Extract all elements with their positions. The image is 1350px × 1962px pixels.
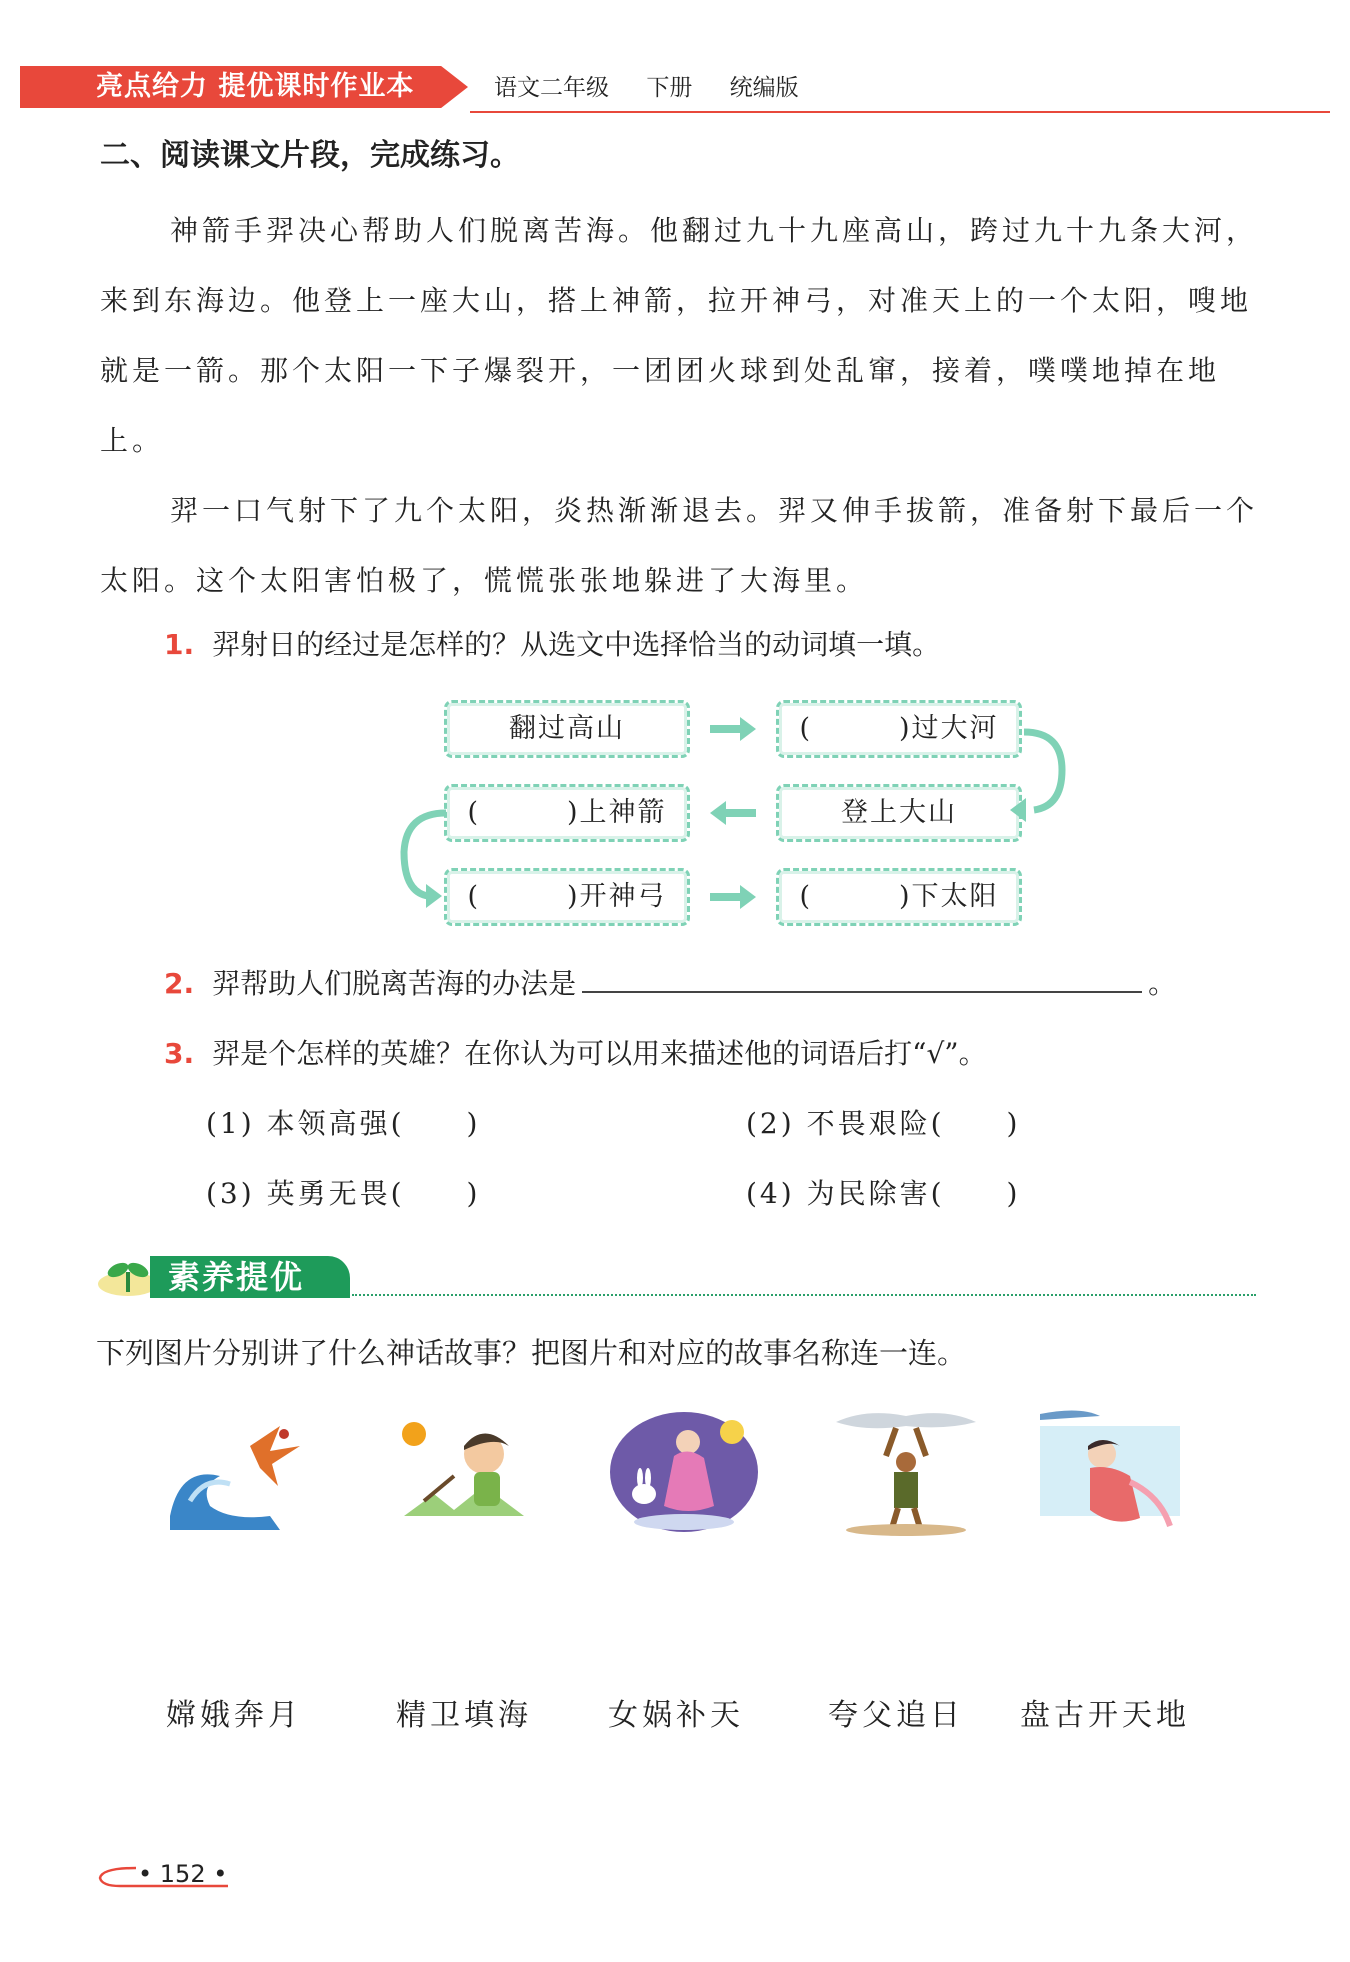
edition-label: 统编版	[729, 75, 799, 101]
option-4[interactable]: (4) 为民除害( )	[746, 1177, 1021, 1210]
lady-moon-rabbit-picture[interactable]	[604, 1406, 764, 1536]
question-text: 羿是个怎样的英雄？在你认为可以用来描述他的词语后打“√”。	[212, 1037, 987, 1070]
question-2	[164, 964, 1176, 1004]
man-holding-sky-picture[interactable]	[826, 1406, 986, 1536]
arrow-right-icon	[710, 717, 756, 741]
matching-task: 下列图片分别讲了什么神话故事？把图片和对应的故事名称连一连。	[96, 1336, 967, 1370]
question-end: 。	[1148, 967, 1177, 1000]
subject-label: 语文二年级	[494, 75, 609, 101]
option-2[interactable]: (2) 不畏艰险( )	[746, 1107, 1021, 1140]
arrow-head-icon	[426, 884, 442, 908]
flow-box-4[interactable]: ( )上神箭	[444, 784, 690, 842]
option-3[interactable]: (3) 英勇无畏( )	[206, 1177, 481, 1210]
story-name-4[interactable]: 夸父追日	[828, 1698, 964, 1733]
wave-bird-picture[interactable]	[160, 1406, 320, 1536]
section-heading: 二、阅读课文片段，完成练习。	[100, 138, 520, 173]
question-number: 1.	[164, 628, 195, 661]
story-name-2[interactable]: 精卫填海	[396, 1698, 532, 1733]
boy-chasing-sun-picture[interactable]	[394, 1406, 554, 1536]
arrow-left-icon	[710, 801, 756, 825]
passage-paragraph-1: 神箭手羿决心帮助人们脱离苦海。他翻过九十九座高山，跨过九十九条大河，来到东海边。他登上一座大山，搭上神箭，拉开神弓，对准天上的一个太阳，嗖地就是一箭。那个太阳一下子爆裂开，一团团火球到处乱窜，接着，噗噗地掉在地上。	[100, 214, 1259, 457]
section-label: 素养提优	[150, 1256, 350, 1298]
flow-box-5[interactable]: ( )开神弓	[444, 868, 690, 926]
woman-sky-picture[interactable]	[1030, 1406, 1190, 1536]
question-text: 羿帮助人们脱离苦海的办法是	[212, 967, 577, 1000]
question-text: 羿射日的经过是怎样的？从选文中选择恰当的动词填一填。	[212, 628, 941, 661]
answer-line[interactable]	[582, 967, 1142, 993]
dotted-divider	[352, 1294, 1256, 1296]
flow-box-1: 翻过高山	[444, 700, 690, 758]
curved-arrow-icon	[1024, 732, 1062, 810]
story-name-3[interactable]: 女娲补天	[608, 1698, 744, 1733]
flow-box-6[interactable]: ( )下太阳	[776, 868, 1022, 926]
passage-paragraph-2: 羿一口气射下了九个太阳，炎热渐渐退去。羿又伸手拔箭，准备射下最后一个太阳。这个太阳害怕极了，慌慌张张地躲进了大海里。	[100, 494, 1259, 597]
page-number: • 152 •	[138, 1860, 228, 1888]
story-name-1[interactable]: 嫦娥奔月	[166, 1698, 302, 1733]
story-name-5[interactable]: 盘古开天地	[1020, 1698, 1190, 1733]
flow-box-2[interactable]: ( )过大河	[776, 700, 1022, 758]
arrow-head-icon	[1010, 798, 1026, 822]
volume-label: 下册	[646, 75, 693, 101]
curved-arrow-icon	[404, 813, 446, 896]
question-3	[164, 1034, 987, 1074]
flow-box-3: 登上大山	[776, 784, 1022, 842]
book-title: 亮点给力 提优课时作业本	[96, 71, 415, 102]
option-1[interactable]: (1) 本领高强( )	[206, 1107, 481, 1140]
arrow-right-icon	[710, 885, 756, 909]
question-number: 2.	[164, 967, 195, 1000]
question-number: 3.	[164, 1037, 195, 1070]
